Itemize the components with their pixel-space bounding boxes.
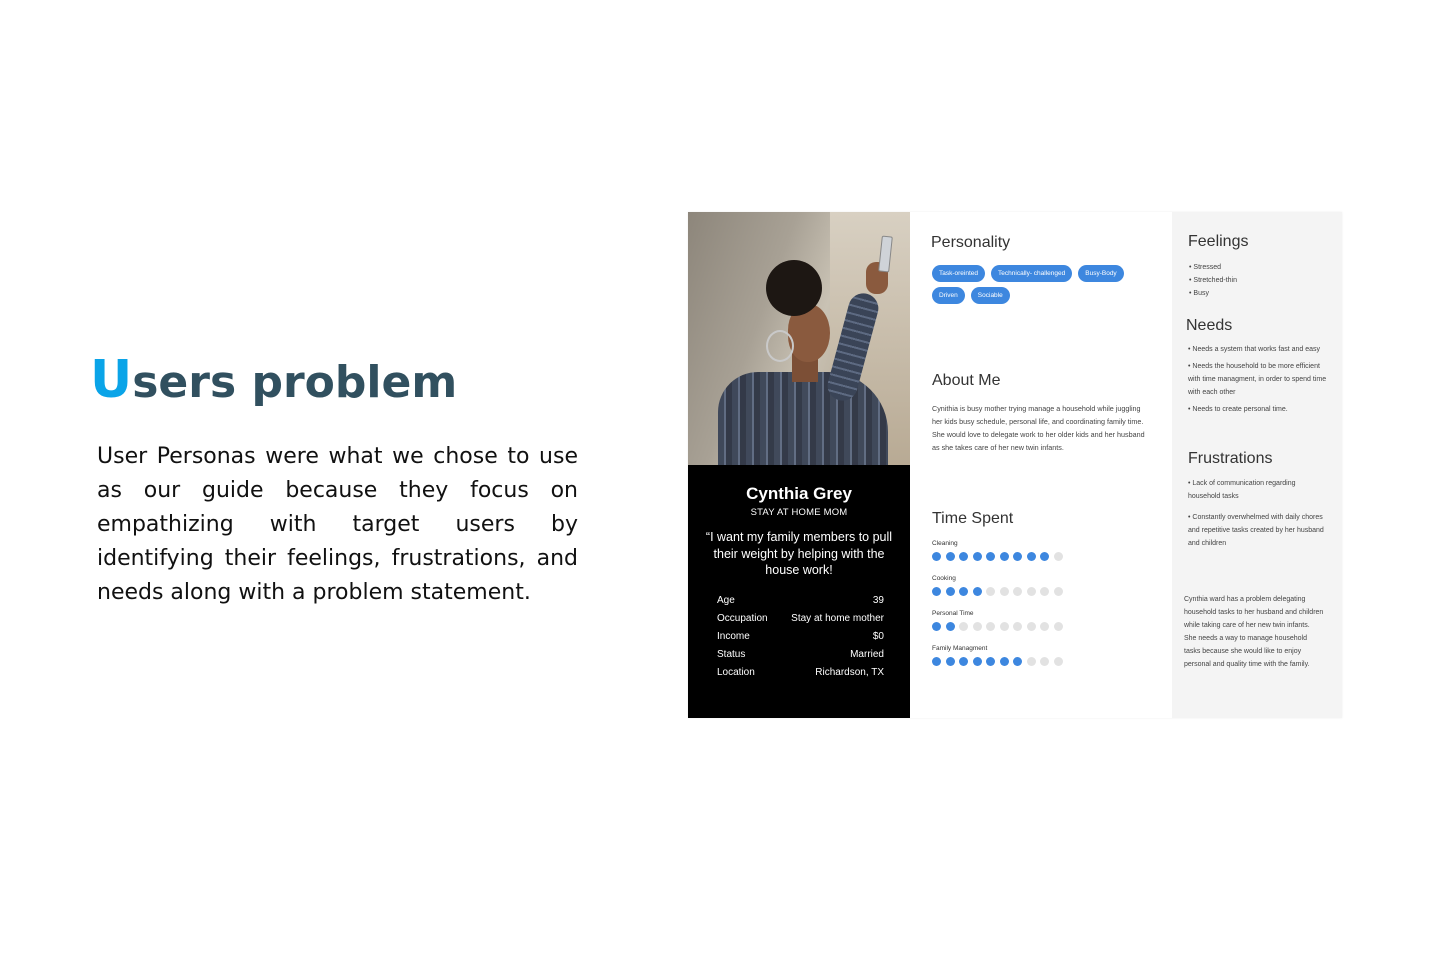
time-spent-label: Cleaning <box>932 540 958 547</box>
persona-detail-column <box>910 212 1172 718</box>
rating-dot-filled <box>973 657 982 666</box>
rating-dot-filled <box>1040 552 1049 561</box>
feelings-heading: Feelings <box>1188 233 1249 250</box>
feelings-item: • Stressed <box>1189 264 1222 271</box>
rating-dot-empty <box>1040 587 1049 596</box>
personality-tags <box>932 265 1152 304</box>
photo-hair <box>766 260 822 316</box>
slide-title <box>90 350 457 413</box>
rating-dot-empty <box>1027 622 1036 631</box>
feelings-list <box>1189 261 1329 300</box>
personality-tag: Driven <box>932 287 965 304</box>
persona-name: Cynthia Grey <box>746 484 852 503</box>
fact-row-income <box>717 628 884 646</box>
fact-label: Income <box>717 631 750 642</box>
fact-value: Richardson, TX <box>815 667 884 678</box>
fact-label: Location <box>717 667 755 678</box>
rating-dot-filled <box>986 552 995 561</box>
rating-dot-filled <box>973 552 982 561</box>
fact-label: Age <box>717 595 735 606</box>
frustrations-item: • Lack of communication regarding household tasks <box>1188 480 1296 500</box>
slide-description: User Personas were what we chose to use as our guide because they focus on empathizing with target users by identifying their feelings, frustrations, and needs along with a problem statement. <box>97 444 578 605</box>
rating-dot-filled <box>932 657 941 666</box>
time-spent-dots <box>932 587 1063 596</box>
rating-dot-empty <box>1013 587 1022 596</box>
time-spent-label: Cooking <box>932 575 956 582</box>
time-spent-dots <box>932 622 1063 631</box>
fact-row-occupation <box>717 610 884 628</box>
persona-photo <box>688 212 910 465</box>
persona-facts <box>717 592 884 682</box>
rating-dot-filled <box>959 552 968 561</box>
fact-value: 39 <box>872 595 884 606</box>
rating-dot-filled <box>1027 552 1036 561</box>
rating-dot-filled <box>986 657 995 666</box>
slide-title-rest: sers problem <box>132 357 458 408</box>
problem-statement: Cynthia ward has a problem delegating household tasks to her husband and children while taking care of her new twin infants. She needs a way to manage household tasks because she would like to enjoy personal and quality time with the family. <box>1184 596 1324 668</box>
rating-dot-filled <box>1000 657 1009 666</box>
rating-dot-filled <box>932 622 941 631</box>
photo-coat <box>718 372 888 465</box>
rating-dot-empty <box>1054 657 1063 666</box>
rating-dot-filled <box>946 587 955 596</box>
frustrations-item: • Constantly overwhelmed with daily chores and repetitive tasks created by her husband and children <box>1188 514 1324 547</box>
persona-summary-column <box>1172 212 1342 718</box>
rating-dot-empty <box>1054 622 1063 631</box>
rating-dot-empty <box>959 622 968 631</box>
fact-label: Occupation <box>717 613 768 624</box>
fact-value: Stay at home mother <box>791 613 884 624</box>
about-text: Cynithia is busy mother trying manage a household while juggling her kids busy schedule, personal life, and coordinating family time. She would love to delegate work to her older kids and her husband as she takes care of her new twin infants. <box>932 404 1145 452</box>
rating-dot-empty <box>986 587 995 596</box>
rating-dot-empty <box>1027 587 1036 596</box>
personality-tag: Task-oreinted <box>932 265 985 282</box>
persona-profile-column <box>688 212 910 718</box>
rating-dot-filled <box>1013 552 1022 561</box>
needs-list <box>1188 343 1328 416</box>
persona-role: STAY AT HOME MOM <box>750 507 848 518</box>
rating-dot-filled <box>973 587 982 596</box>
slide-title-initial: U <box>90 350 133 410</box>
rating-dot-filled <box>932 552 941 561</box>
fact-label: Status <box>717 649 746 660</box>
needs-heading: Needs <box>1186 317 1233 334</box>
about-heading: About Me <box>932 372 1001 389</box>
rating-dot-empty <box>1040 622 1049 631</box>
time-spent-label: Personal Time <box>932 610 974 617</box>
needs-item: • Needs the household to be more efficient with time managment, in order to spend time with each other <box>1188 363 1327 396</box>
fact-row-location <box>717 664 884 682</box>
rating-dot-filled <box>946 552 955 561</box>
time-spent-row <box>932 643 1063 666</box>
rating-dot-filled <box>946 622 955 631</box>
rating-dot-filled <box>959 657 968 666</box>
personality-tag: Sociable <box>971 287 1010 304</box>
needs-item: • Needs to create personal time. <box>1188 406 1288 413</box>
fact-row-age <box>717 592 884 610</box>
rating-dot-filled <box>1000 552 1009 561</box>
fact-row-status <box>717 646 884 664</box>
needs-item: • Needs a system that works fast and easy <box>1188 346 1321 353</box>
fact-value: $0 <box>872 631 884 642</box>
fact-value: Married <box>850 649 884 660</box>
rating-dot-empty <box>973 622 982 631</box>
photo-earring <box>766 330 794 362</box>
time-spent-row <box>932 608 1063 631</box>
rating-dot-empty <box>1000 622 1009 631</box>
frustrations-list <box>1188 477 1328 550</box>
feelings-item: • Busy <box>1189 290 1209 297</box>
personality-tag: Technically- challenged <box>991 265 1072 282</box>
rating-dot-empty <box>1013 622 1022 631</box>
time-spent-row <box>932 538 1063 561</box>
rating-dot-empty <box>1040 657 1049 666</box>
rating-dot-filled <box>959 587 968 596</box>
personality-heading: Personality <box>931 234 1011 251</box>
rating-dot-empty <box>1054 587 1063 596</box>
rating-dot-empty <box>1054 552 1063 561</box>
rating-dot-filled <box>1013 657 1022 666</box>
personality-tag: Busy-Body <box>1078 265 1123 282</box>
rating-dot-empty <box>1000 587 1009 596</box>
time-spent-label: Family Managment <box>932 645 988 652</box>
frustrations-heading: Frustrations <box>1188 450 1273 467</box>
rating-dot-empty <box>986 622 995 631</box>
time-spent-dots <box>932 657 1063 666</box>
rating-dot-empty <box>1027 657 1036 666</box>
persona-quote: “I want my family members to pull their weight by helping with the house work! <box>705 530 893 577</box>
feelings-item: • Stretched-thin <box>1189 277 1237 284</box>
persona-card <box>688 212 1342 718</box>
time-spent-row <box>932 573 1063 596</box>
rating-dot-filled <box>932 587 941 596</box>
time-spent-dots <box>932 552 1063 561</box>
rating-dot-filled <box>946 657 955 666</box>
time-spent-heading: Time Spent <box>932 510 1014 527</box>
